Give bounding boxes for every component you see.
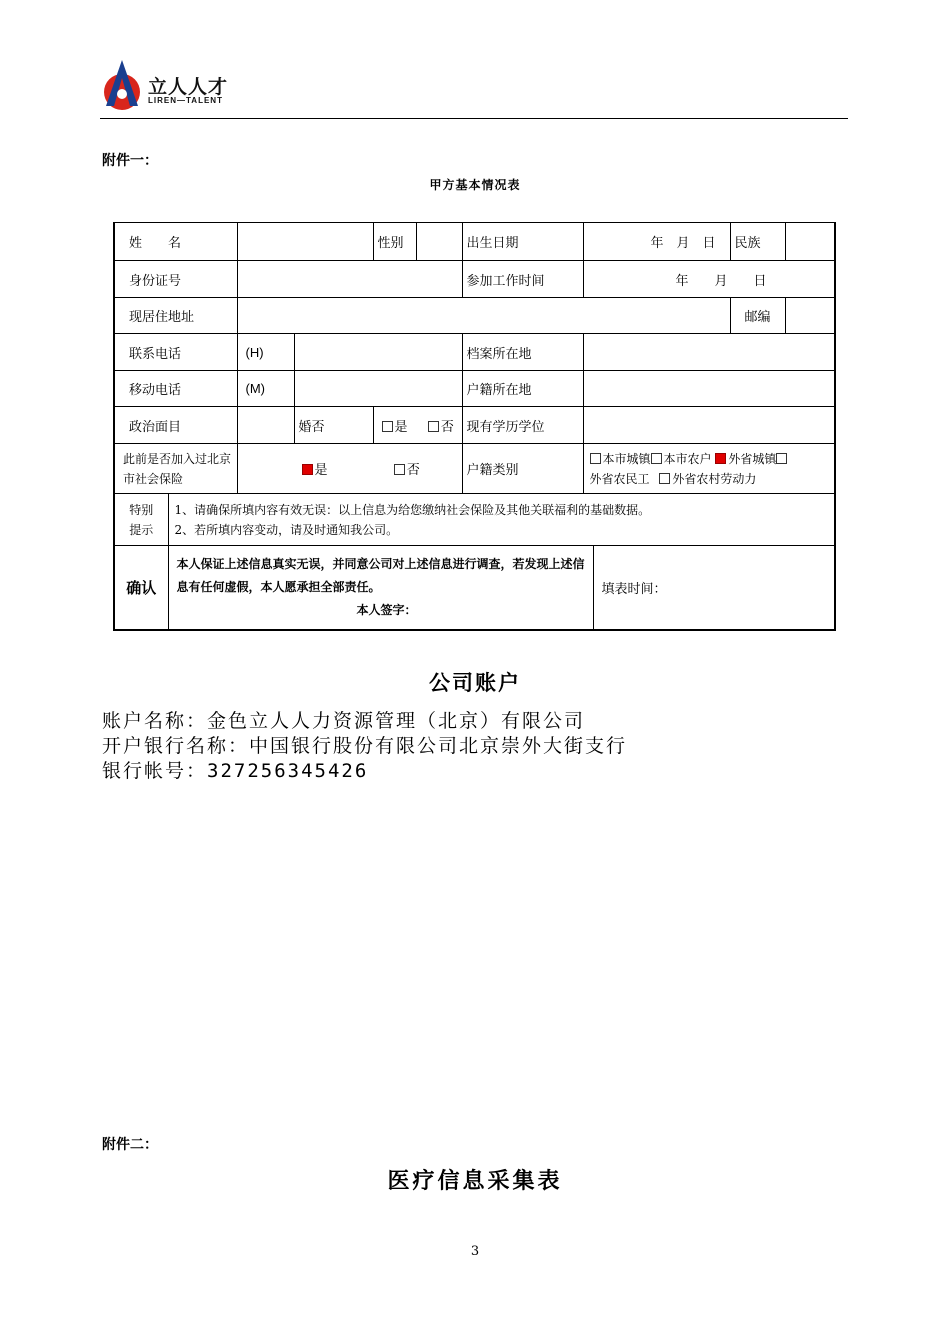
education-label: 现有学历学位 bbox=[462, 407, 583, 444]
married-label: 婚否 bbox=[294, 407, 373, 444]
hukou-type-opt4-checkbox[interactable] bbox=[776, 453, 787, 464]
confirm-content bbox=[168, 546, 593, 630]
birth-date-field[interactable]: 年 月 日 bbox=[583, 223, 730, 261]
hukou-location-field[interactable] bbox=[583, 371, 835, 407]
notice-content bbox=[168, 494, 835, 546]
bank-name: 开户银行名称：中国银行股份有限公司北京崇外大街支行 bbox=[102, 735, 628, 757]
work-start-field[interactable]: 年 月 日 bbox=[583, 261, 835, 298]
basic-info-table bbox=[113, 222, 836, 631]
birth-date-label: 出生日期 bbox=[462, 223, 583, 261]
hukou-type-options bbox=[583, 444, 835, 494]
hukou-type-opt1-text: 本市城镇 bbox=[602, 451, 651, 466]
married-no-text: 否 bbox=[440, 419, 454, 435]
political-status-field[interactable] bbox=[237, 407, 294, 444]
ethnic-label: 民族 bbox=[730, 223, 785, 261]
fill-time-label: 填表时间： bbox=[593, 546, 835, 630]
postcode-field[interactable] bbox=[785, 298, 835, 334]
notice-item-1: 1、请确保所填内容有效无误：以上信息为给您缴纳社会保险及其他关联福利的基础数据。 bbox=[174, 502, 651, 517]
bank-account-number: 银行帐号：327256345426 bbox=[102, 760, 369, 782]
page-header bbox=[100, 58, 848, 118]
insurance-options bbox=[237, 444, 462, 494]
logo-chinese-text: 立人人才 bbox=[148, 76, 229, 98]
annex1-label: 附件一： bbox=[102, 153, 158, 169]
notice-label bbox=[114, 494, 168, 546]
page-number: 3 bbox=[470, 1244, 480, 1259]
confirm-label: 确认 bbox=[114, 546, 168, 630]
hukou-type-opt1-checkbox[interactable] bbox=[590, 453, 601, 464]
work-start-label: 参加工作时间 bbox=[462, 261, 583, 298]
postcode-label: 邮编 bbox=[730, 298, 785, 334]
insurance-no-checkbox[interactable] bbox=[394, 464, 405, 475]
address-field[interactable] bbox=[237, 298, 730, 334]
married-yes-text: 是 bbox=[394, 419, 408, 435]
phone-label: 联系电话 bbox=[114, 334, 237, 371]
hukou-type-opt2-text: 本市农户 bbox=[663, 451, 712, 466]
annex2-label: 附件二： bbox=[102, 1137, 158, 1153]
mobile-label: 移动电话 bbox=[114, 371, 237, 407]
name-label: 姓 名 bbox=[114, 223, 237, 261]
account-name: 账户名称：金色立人人力资源管理（北京）有限公司 bbox=[102, 710, 586, 732]
hukou-type-opt2-checkbox[interactable] bbox=[651, 453, 662, 464]
signature-label: 本人签字： bbox=[356, 602, 417, 617]
confirm-statement: 本人保证上述信息真实无误，并同意公司对上述信息进行调查，若发现上述信息有任何虚假，本人愿承担全部责任。 bbox=[176, 556, 585, 594]
hukou-location-label: 户籍所在地 bbox=[462, 371, 583, 407]
phone-field[interactable] bbox=[294, 334, 462, 371]
insurance-yes-text: 是 bbox=[314, 463, 328, 478]
company-account-title: 公司账户 bbox=[429, 671, 521, 695]
hukou-type-opt4-text: 外省农民工 bbox=[589, 471, 650, 486]
married-no-checkbox[interactable] bbox=[428, 421, 439, 432]
insurance-yes-checkbox[interactable] bbox=[302, 464, 313, 475]
married-options bbox=[373, 407, 462, 444]
notice-label-line1: 特别 bbox=[129, 502, 154, 517]
married-yes-checkbox[interactable] bbox=[382, 421, 393, 432]
insurance-no-text: 否 bbox=[406, 463, 420, 478]
insurance-label: 此前是否加入过北京市社会保险 bbox=[114, 444, 237, 494]
hukou-type-opt3-text: 外省城镇 bbox=[728, 451, 777, 466]
hukou-type-opt3-checkbox[interactable] bbox=[715, 453, 726, 464]
notice-item-2: 2、若所填内容变动，请及时通知我公司。 bbox=[174, 522, 399, 537]
mobile-field[interactable] bbox=[294, 371, 462, 407]
archive-location-field[interactable] bbox=[583, 334, 835, 371]
company-logo-icon bbox=[100, 60, 146, 112]
phone-prefix: (H) bbox=[237, 334, 294, 371]
id-number-field[interactable] bbox=[237, 261, 462, 298]
address-label: 现居住地址 bbox=[114, 298, 237, 334]
archive-location-label: 档案所在地 bbox=[462, 334, 583, 371]
ethnic-field[interactable] bbox=[785, 223, 835, 261]
mobile-prefix: (M) bbox=[237, 371, 294, 407]
medical-info-title: 医疗信息采集表 bbox=[387, 1169, 563, 1194]
hukou-type-label: 户籍类别 bbox=[462, 444, 583, 494]
political-status-label: 政治面目 bbox=[114, 407, 237, 444]
id-number-label: 身份证号 bbox=[114, 261, 237, 298]
gender-label: 性别 bbox=[373, 223, 416, 261]
header-divider bbox=[100, 118, 848, 119]
hukou-type-opt5-text: 外省农村劳动力 bbox=[672, 471, 757, 486]
notice-label-line2: 提示 bbox=[129, 522, 154, 537]
basic-info-table-title: 甲方基本情况表 bbox=[429, 178, 521, 192]
name-field[interactable] bbox=[237, 223, 373, 261]
education-field[interactable] bbox=[583, 407, 835, 444]
hukou-type-opt5-checkbox[interactable] bbox=[659, 473, 670, 484]
logo-english-text: LIREN—TALENT bbox=[148, 96, 223, 105]
gender-field[interactable] bbox=[416, 223, 462, 261]
